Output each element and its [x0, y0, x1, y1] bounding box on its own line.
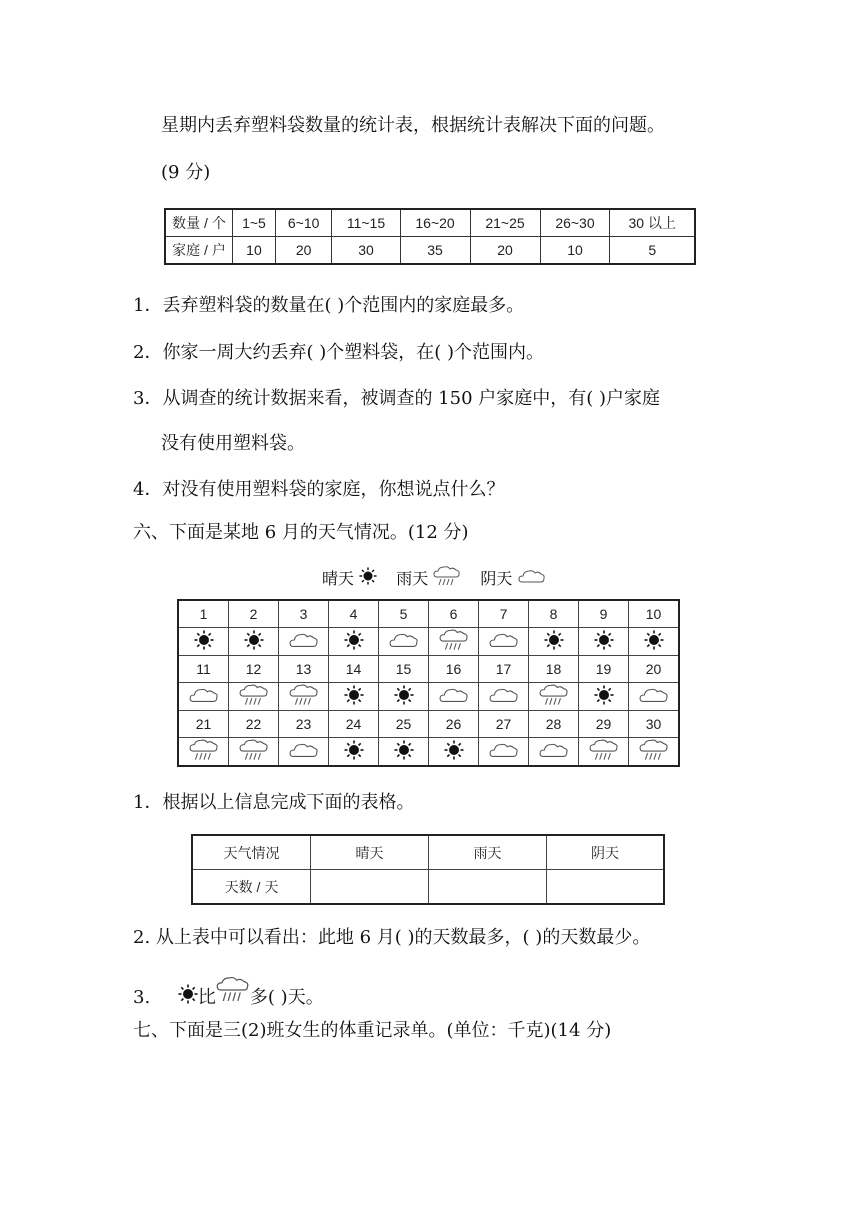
rain-icon	[289, 683, 319, 710]
calendar-weather-cell	[329, 628, 379, 656]
range-cell: 30 以上	[610, 209, 695, 237]
calendar-day: 12	[229, 656, 279, 683]
cloud-icon	[289, 741, 319, 762]
range-cell: 1~5	[233, 209, 276, 237]
calendar-weather-cell	[229, 738, 279, 767]
calendar-day: 19	[579, 656, 629, 683]
range-cell: 6~10	[275, 209, 331, 237]
sun-icon	[344, 685, 364, 708]
calendar-weather-cell	[579, 683, 629, 711]
calendar-weather-row	[178, 683, 679, 711]
calendar-day: 28	[529, 711, 579, 738]
answer-cloudy-cell[interactable]	[547, 870, 665, 905]
sun-icon	[244, 630, 264, 653]
question-number: 3.	[133, 987, 151, 1008]
family-cell: 20	[275, 237, 331, 265]
calendar-day: 4	[329, 600, 379, 628]
calendar-weather-cell	[329, 738, 379, 767]
sun-icon	[444, 740, 464, 763]
calendar-weather-cell	[379, 628, 429, 656]
header-rainy: 雨天	[429, 835, 547, 870]
question-2: 2．你家一周大约丢弃( )个塑料袋，在( )个范围内。	[133, 342, 544, 363]
cloud-icon	[439, 686, 469, 707]
calendar-weather-row	[178, 738, 679, 767]
section-6-question-1: 1．根据以上信息完成下面的表格。	[133, 792, 415, 813]
question-rest: 多( )天。	[249, 987, 324, 1008]
bag-statistics-table	[164, 208, 696, 265]
calendar-weather-cell	[178, 628, 229, 656]
range-cell: 21~25	[470, 209, 540, 237]
calendar-weather-cell	[178, 738, 229, 767]
calendar-day: 27	[479, 711, 529, 738]
table-row	[165, 209, 695, 237]
legend-sunny-label: 晴天	[322, 569, 355, 588]
sun-icon	[594, 630, 614, 653]
sun-icon	[359, 567, 377, 591]
row-label-families: 家庭 / 户	[165, 237, 233, 265]
calendar-day: 20	[629, 656, 680, 683]
question-3: 3．从调查的统计数据来看，被调查的 150 户家庭中，有( )户家庭	[133, 388, 661, 409]
calendar-day: 9	[579, 600, 629, 628]
range-cell: 16~20	[400, 209, 470, 237]
calendar-weather-cell	[229, 683, 279, 711]
section-6-question-3	[133, 975, 324, 1013]
question-1: 1．丢弃塑料袋的数量在( )个范围内的家庭最多。	[133, 295, 525, 316]
legend-rainy-label: 雨天	[396, 569, 429, 588]
calendar-day: 14	[329, 656, 379, 683]
calendar-weather-cell	[229, 628, 279, 656]
question-4: 4．对没有使用塑料袋的家庭，你想说点什么？	[133, 479, 505, 500]
rain-icon	[216, 975, 250, 1013]
intro-score: (9 分)	[161, 162, 211, 183]
calendar-day: 24	[329, 711, 379, 738]
calendar-weather-cell	[279, 683, 329, 711]
calendar-weather-row	[178, 628, 679, 656]
family-cell: 10	[233, 237, 276, 265]
calendar-day: 13	[279, 656, 329, 683]
calendar-day: 5	[379, 600, 429, 628]
family-cell: 20	[470, 237, 540, 265]
calendar-day-row	[178, 656, 679, 683]
sun-icon	[194, 630, 214, 653]
calendar-weather-cell	[279, 628, 329, 656]
cloud-icon	[518, 568, 546, 590]
rain-icon	[439, 628, 469, 655]
calendar-day: 11	[178, 656, 229, 683]
sun-icon	[344, 630, 364, 653]
sun-icon	[394, 740, 414, 763]
calendar-day: 7	[479, 600, 529, 628]
calendar-weather-cell	[629, 628, 680, 656]
calendar-weather-cell	[178, 683, 229, 711]
rain-icon	[539, 683, 569, 710]
header-cloudy: 阴天	[547, 835, 665, 870]
calendar-day: 17	[479, 656, 529, 683]
answer-rainy-cell[interactable]	[429, 870, 547, 905]
cloud-icon	[489, 686, 519, 707]
calendar-day: 22	[229, 711, 279, 738]
rain-icon	[239, 683, 269, 710]
row-label-days: 天数 / 天	[192, 870, 311, 905]
calendar-weather-cell	[529, 628, 579, 656]
calendar-weather-cell	[479, 628, 529, 656]
calendar-weather-cell	[479, 738, 529, 767]
sun-icon	[178, 984, 198, 1012]
weather-legend	[322, 565, 546, 593]
cloud-icon	[489, 741, 519, 762]
calendar-day: 6	[429, 600, 479, 628]
calendar-weather-cell	[279, 738, 329, 767]
calendar-day: 16	[429, 656, 479, 683]
family-cell: 10	[540, 237, 610, 265]
calendar-day: 29	[579, 711, 629, 738]
family-cell: 30	[332, 237, 400, 265]
rain-icon	[239, 738, 269, 765]
rain-icon	[589, 738, 619, 765]
calendar-day: 8	[529, 600, 579, 628]
calendar-day: 21	[178, 711, 229, 738]
calendar-day: 18	[529, 656, 579, 683]
sun-icon	[344, 740, 364, 763]
calendar-weather-cell	[379, 683, 429, 711]
calendar-weather-cell	[379, 738, 429, 767]
calendar-day-row	[178, 600, 679, 628]
calendar-weather-cell	[329, 683, 379, 711]
calendar-day-row	[178, 711, 679, 738]
cloud-icon	[189, 686, 219, 707]
compare-word: 比	[197, 987, 216, 1008]
calendar-day: 10	[629, 600, 680, 628]
cloud-icon	[389, 631, 419, 652]
calendar-weather-cell	[579, 628, 629, 656]
section-7-heading: 七、下面是三(2)班女生的体重记录单。(单位：千克)(14 分)	[133, 1020, 612, 1041]
section-6-question-2: 2. 从上表中可以看出：此地 6 月( )的天数最多，( )的天数最少。	[133, 927, 651, 948]
rain-icon	[639, 738, 669, 765]
legend-cloudy-label: 阴天	[480, 569, 513, 588]
calendar-weather-cell	[429, 628, 479, 656]
calendar-weather-cell	[529, 683, 579, 711]
weather-calendar	[177, 599, 680, 767]
calendar-weather-cell	[529, 738, 579, 767]
calendar-day: 25	[379, 711, 429, 738]
question-3-continued: 没有使用塑料袋。	[161, 433, 305, 454]
intro-line: 星期内丢弃塑料袋数量的统计表，根据统计表解决下面的问题。	[161, 115, 665, 136]
rain-icon	[433, 565, 461, 593]
sun-icon	[644, 630, 664, 653]
calendar-day: 30	[629, 711, 680, 738]
cloud-icon	[639, 686, 669, 707]
calendar-weather-cell	[479, 683, 529, 711]
range-cell: 11~15	[332, 209, 400, 237]
calendar-day: 15	[379, 656, 429, 683]
calendar-day: 1	[178, 600, 229, 628]
cloud-icon	[539, 741, 569, 762]
calendar-day: 2	[229, 600, 279, 628]
table-row	[192, 835, 664, 870]
answer-sunny-cell[interactable]	[311, 870, 429, 905]
range-cell: 26~30	[540, 209, 610, 237]
row-label-quantity: 数量 / 个	[165, 209, 233, 237]
header-weather: 天气情况	[192, 835, 311, 870]
family-cell: 5	[610, 237, 695, 265]
calendar-weather-cell	[629, 738, 680, 767]
cloud-icon	[289, 631, 319, 652]
section-6-heading: 六、下面是某地 6 月的天气情况。(12 分)	[133, 522, 469, 543]
calendar-day: 23	[279, 711, 329, 738]
calendar-weather-cell	[629, 683, 680, 711]
sun-icon	[394, 685, 414, 708]
calendar-weather-cell	[579, 738, 629, 767]
calendar-day: 3	[279, 600, 329, 628]
sun-icon	[594, 685, 614, 708]
weather-count-table	[191, 834, 665, 905]
calendar-weather-cell	[429, 738, 479, 767]
family-cell: 35	[400, 237, 470, 265]
table-row	[165, 237, 695, 265]
calendar-weather-cell	[429, 683, 479, 711]
table-row	[192, 870, 664, 905]
calendar-day: 26	[429, 711, 479, 738]
rain-icon	[189, 738, 219, 765]
cloud-icon	[489, 631, 519, 652]
sun-icon	[544, 630, 564, 653]
header-sunny: 晴天	[311, 835, 429, 870]
